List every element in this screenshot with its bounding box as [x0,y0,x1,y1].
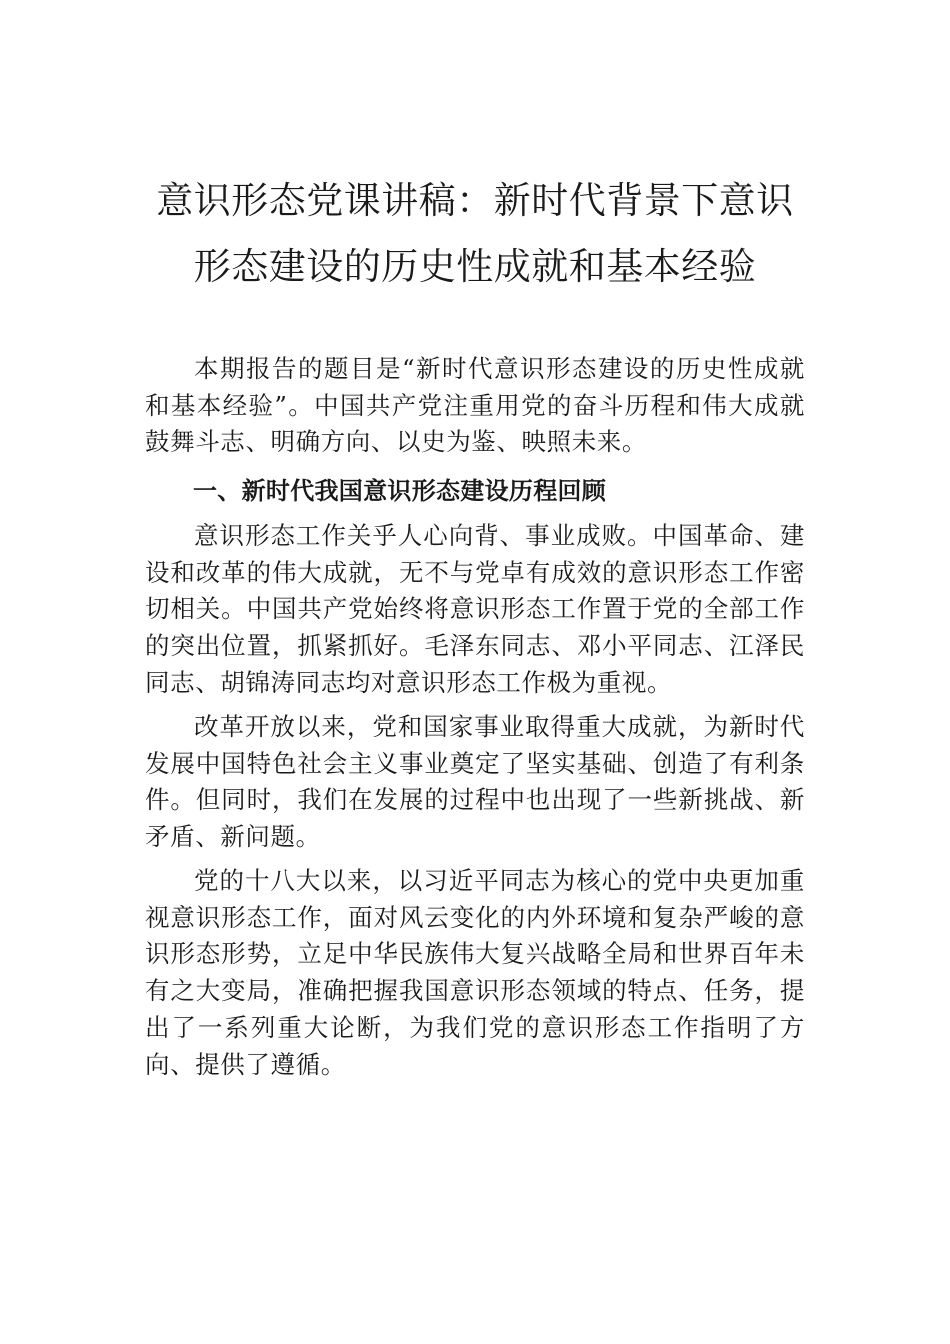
intro-paragraph: 本期报告的题目是“新时代意识形态建设的历史性成就和基本经验”。中国共产党注重用党的奋斗历程和伟大成就 鼓舞斗志、明确方向、以史为鉴、映照未来。 [145,354,805,457]
document-title-line-2: 形态建设的历史性成就和基本经验 [193,245,757,288]
document-title-line-1: 意识形态党课讲稿：新时代背景下意识 [156,179,794,222]
body-paragraph-4: 党的十八大以来，以习近平同志为核心的党中央更加重视意识形态工作，面对风云变化的内外环境和复杂严峻的意识形态形势，立足中华民族伟大复兴战略全局和世界百年未有之大变局，准确把握我国意识形态领域的特点、任务，提出了一系列重大论断，为我们党的意识形态工作指明了方向、提供了遵循。 [145,866,805,1079]
section-heading-1: 一、新时代我国意识形态建设历程回顾 [193,477,607,505]
body-paragraph-2: 意识形态工作关乎人心向背、事业成败。中国革命、建设和改革的伟大成就，无不与党卓有成效的意识形态工作密切相关。中国共产党始终将意识形态工作置于党的全部工作的突出位置，抓紧抓好。毛泽东同志、邓小平同志、江泽民同志、胡锦涛同志均对意识形态工作极为重视。 [145,521,805,697]
body-paragraph-3: 改革开放以来，党和国家事业取得重大成就，为新时代发展中国特色社会主义事业奠定了坚实基础、创造了有利条件。但同时，我们在发展的过程中也出现了一些新挑战、新矛盾、新问题。 [145,712,805,852]
